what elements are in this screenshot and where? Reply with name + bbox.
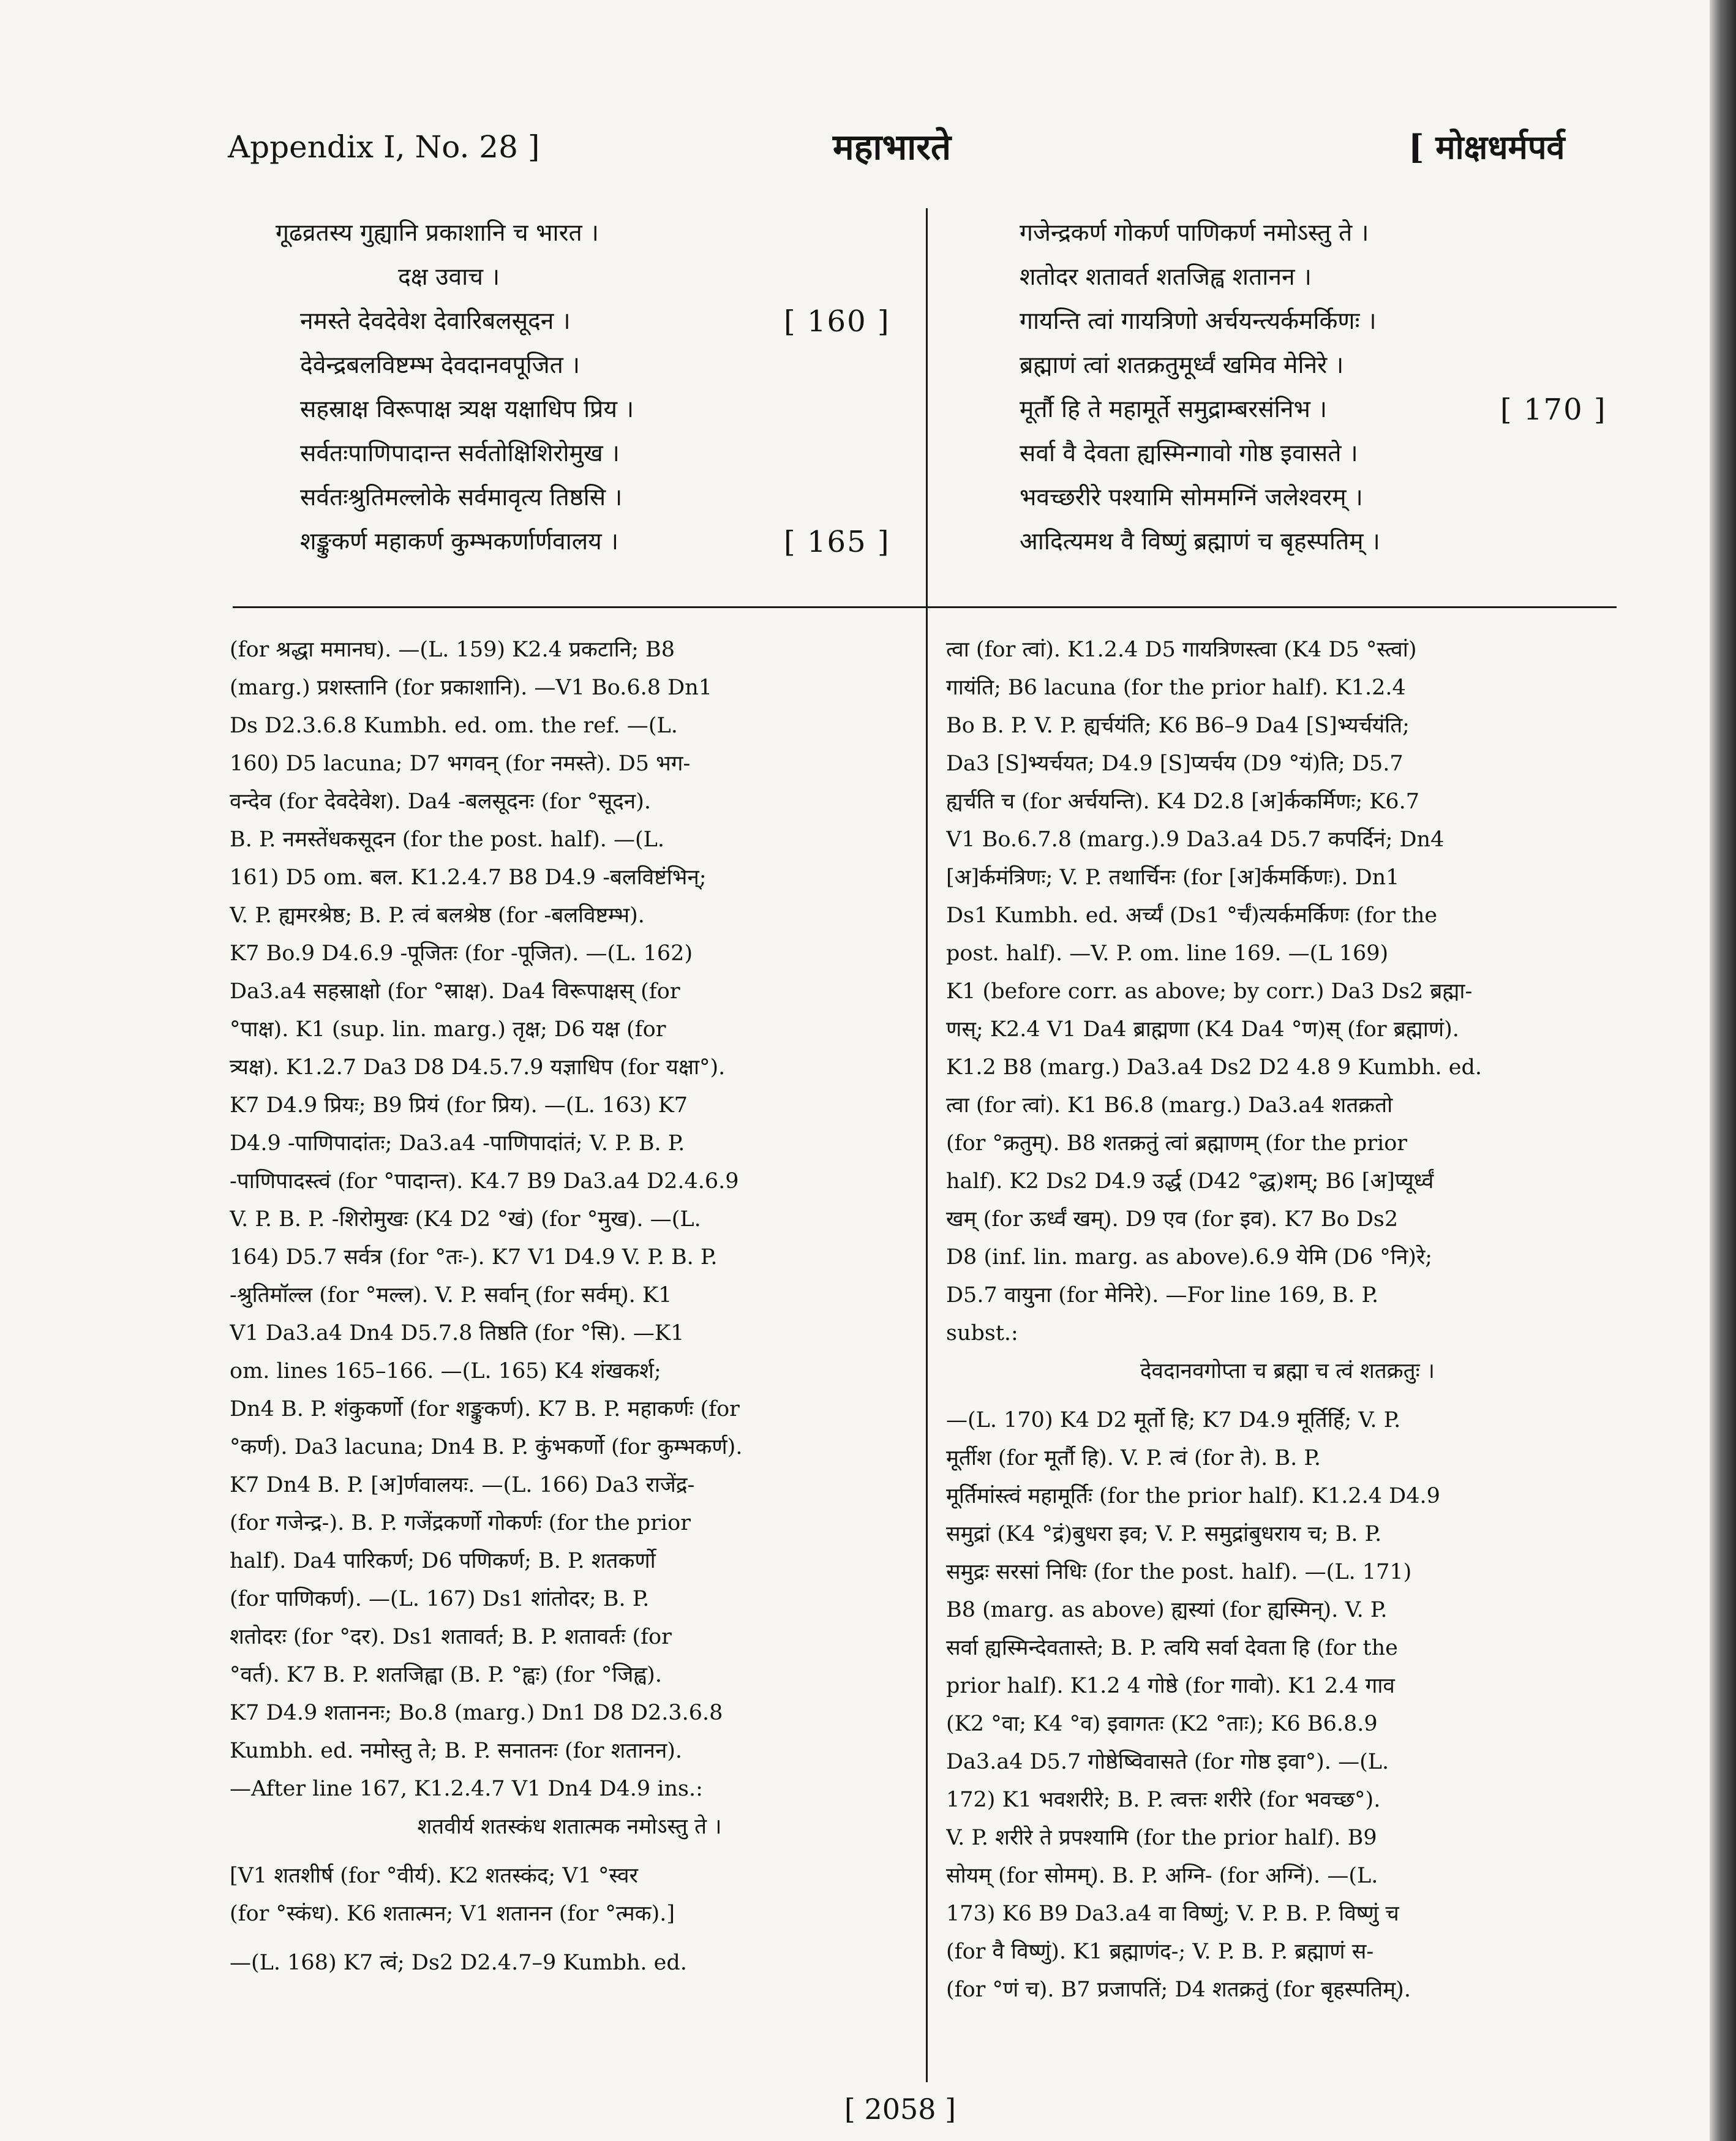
verse-line: [1020, 344, 1632, 388]
verse-text: दक्ष उवाच ।: [398, 263, 500, 291]
apparatus-line: Ds1 Kumbh. ed. अर्च्यं (Ds1 °र्चं)त्यर्कमर्किणः (for the: [946, 903, 1438, 928]
apparatus-line: सोयम् (for सोमम्). B. P. अग्नि- (for अग्निं). —(L.: [946, 1864, 1378, 1888]
verse-line: [239, 299, 906, 344]
verse-line: [239, 211, 906, 255]
apparatus-line: °कर्ण). Da3 lacuna; Dn4 B. P. कुंभकर्णो (for कुम्भकर्ण).: [230, 1435, 743, 1459]
verse-text: आदित्यमथ वै विष्णुं ब्रह्माणं च बृहस्पतिम् ।: [1020, 528, 1380, 555]
verse-text: शतोदर शतावर्त शतजिह्व शतानन ।: [1020, 263, 1312, 291]
apparatus-line: -श्रुतिमॉल्ल (for °मल्ल). V. P. सर्वान् (for सर्वम्). K1: [230, 1283, 672, 1308]
verse-text: ब्रह्माणं त्वां शतक्रतुमूर्ध्वं खमिव मेनिरे ।: [1020, 352, 1344, 379]
apparatus-line: Da3.a4 सहस्राक्षो (for °स्राक्ष). Da4 विरूपाक्षस् (for: [230, 979, 680, 1004]
verse-text: गायन्ति त्वां गायत्रिणो अर्चयन्त्यर्कमर्किणः ।: [1020, 307, 1377, 335]
apparatus-line: B. P. नमस्तेंधकसूदन (for the post. half). —(L.: [230, 827, 665, 852]
verse-line: [239, 388, 906, 432]
apparatus-line: D4.9 -पाणिपादांतः; Da3.a4 -पाणिपादांतं; V. P. B. P.: [230, 1131, 685, 1156]
verse-line: [1020, 211, 1632, 255]
verse-line: [239, 476, 906, 520]
verse-text: शङ्कुकर्ण महाकर्ण कुम्भकर्णार्णवालय ।: [300, 528, 618, 555]
apparatus-line: post. half). —V. P. om. line 169. —(L 169): [946, 941, 1389, 966]
apparatus-line: subst.:: [946, 1321, 1018, 1345]
apparatus-line: (for °णं च). B7 प्रजापतिं; D4 शतक्रतुं (for बृहस्पतिम्).: [946, 1977, 1411, 2002]
apparatus-line: 172) K1 भवशरीरे; B. P. त्वत्तः शरीरे (for भवच्छ°).: [946, 1788, 1381, 1812]
apparatus-line: ह्यर्चति च (for अर्चयन्ति). K4 D2.8 [अ]र्ककर्मिणः; K6.7: [946, 789, 1420, 814]
apparatus-line: Da3.a4 D5.7 गोष्ठेष्विवासते (for गोष्ठ इवा°). —(L.: [946, 1750, 1389, 1774]
apparatus-right-column: [946, 631, 1629, 2009]
apparatus-line: (marg.) प्रशस्तानि (for प्रकाशानि). —V1 Bo.6.8 Dn1: [230, 675, 713, 700]
verse-number: [ 170 ]: [1500, 393, 1607, 427]
apparatus-line: [V1 शतशीर्ष (for °वीर्य). K2 शतस्कंद; V1 °स्वर: [230, 1864, 638, 1888]
apparatus-line: °वर्त). K7 B. P. शतजिह्वा (B. P. °ह्वः) (for °जिह्व).: [230, 1663, 662, 1687]
apparatus-line: वन्देव (for देवदेवेश). Da4 -बलसूदनः (for °सूदन).: [230, 789, 651, 814]
apparatus-line: त्र्यक्ष). K1.2.7 Da3 D8 D4.5.7.9 यज्ञाधिप (for यक्षा°).: [230, 1055, 726, 1080]
apparatus-line: (for श्रद्धा ममानघ). —(L. 159) K2.4 प्रकटानि; B8: [230, 638, 675, 662]
apparatus-line: Ds D2.3.6.8 Kumbh. ed. om. the ref. —(L.: [230, 713, 678, 738]
verse-text: सर्वा वै देवता ह्यस्मिन्गावो गोष्ठ इवासते ।: [1020, 440, 1358, 467]
apparatus-line: समुद्रः सरसां निधिः (for the post. half). —(L. 171): [946, 1560, 1412, 1584]
apparatus-line: Dn4 B. P. शंकुकर्णो (for शङ्कुकर्ण). K7 B. P. महाकर्णः (for: [230, 1397, 740, 1421]
apparatus-line: -पाणिपादस्त्वं (for °पादान्त). K4.7 B9 Da3.a4 D2.4.6.9: [230, 1169, 739, 1194]
apparatus-line: om. lines 165–166. —(L. 165) K4 शंखकर्श;: [230, 1359, 661, 1383]
verse-line: [1020, 432, 1632, 476]
apparatus-line: D8 (inf. lin. marg. as above).6.9 येमि (D6 °नि)रे;: [946, 1245, 1433, 1270]
apparatus-line: D5.7 वायुना (for मेनिरे). —For line 169, B. P.: [946, 1283, 1379, 1308]
apparatus-line: (for °स्कंध). K6 शतात्मन; V1 शतानन (for °त्मक).]: [230, 1902, 675, 1926]
apparatus-line: K7 D4.9 प्रियः; B9 प्रियं (for प्रिय). —(L. 163) K7: [230, 1093, 688, 1118]
verse-text: सहस्राक्ष विरूपाक्ष त्र्यक्ष यक्षाधिप प्रिय ।: [300, 396, 634, 423]
page-number: [ 2058 ]: [844, 2093, 956, 2126]
book-spine-edge: [1710, 0, 1736, 2141]
verses-left-column: [239, 211, 906, 564]
running-header-left: Appendix I, No. 28 ]: [228, 129, 540, 165]
apparatus-line: K1 (before corr. as above; by corr.) Da3 Ds2 ब्रह्मा-: [946, 979, 1473, 1004]
running-header-title: महाभारते: [833, 126, 952, 168]
apparatus-line: K7 Bo.9 D4.6.9 -पूजितः (for -पूजित). —(L. 162): [230, 941, 693, 966]
verse-line: [1020, 299, 1632, 344]
verse-line: [239, 255, 906, 299]
apparatus-line: V. P. शरीरे ते प्रपश्यामि (for the prior half). B9: [946, 1826, 1377, 1850]
verse-line: [239, 344, 906, 388]
apparatus-line: K1.2 B8 (marg.) Da3.a4 Ds2 D2 4.8 9 Kumbh. ed.: [946, 1055, 1482, 1080]
apparatus-line: K7 Dn4 B. P. [अ]र्णवालयः. —(L. 166) Da3 राजेंद्र-: [230, 1473, 695, 1497]
apparatus-line: मूर्तीश (for मूर्तौ हि). V. P. त्वं (for ते). B. P.: [946, 1446, 1321, 1470]
apparatus-line: —(L. 170) K4 D2 मूर्तो हि; K7 D4.9 मूर्तिर्हि; V. P.: [946, 1408, 1401, 1432]
apparatus-line: शतोदरः (for °दर). Ds1 शतावर्त; B. P. शतावर्तः (for: [230, 1625, 672, 1649]
apparatus-line: Da3 [S]भ्यर्चयत; D4.9 [S]प्यर्चय (D9 °यं)ति; D5.7: [946, 751, 1403, 776]
apparatus-line: सर्वा ह्यस्मिन्देवतास्ते; B. P. त्वयि सर्वा देवता हि (for the: [946, 1636, 1398, 1660]
verse-number: [ 165 ]: [784, 525, 890, 559]
apparatus-line: Bo B. P. V. P. ह्यर्चयंति; K6 B6–9 Da4 [S]भ्यर्चयंति;: [946, 713, 1410, 738]
apparatus-left-column: [230, 631, 909, 1982]
apparatus-line: V1 Bo.6.7.8 (marg.).9 Da3.a4 D5.7 कपर्दिनं; Dn4: [946, 827, 1445, 852]
verse-text: मूर्तौ हि ते महामूर्ते समुद्राम्बरसंनिभ ।: [1020, 396, 1328, 423]
apparatus-line: समुद्रां (K4 °द्रं)बुधरा इव; V. P. समुद्रांबुधराय च; B. P.: [946, 1522, 1382, 1546]
apparatus-line: 164) D5.7 सर्वत्र (for °तः-). K7 V1 D4.9 V. P. B. P.: [230, 1245, 718, 1270]
apparatus-line: (K2 °वा; K4 °व) इवागतः (K2 °ताः); K6 B6.8.9: [946, 1712, 1378, 1736]
apparatus-line: V1 Da3.a4 Dn4 D5.7.8 तिष्ठति (for °सि). —K1: [230, 1321, 685, 1345]
verses-right-column: [1020, 211, 1632, 564]
quoted-verse-line: शतवीर्य शतस्कंध शतात्मक नमोऽस्तु ते ।: [417, 1815, 722, 1839]
apparatus-line: —(L. 168) K7 त्वं; Ds2 D2.4.7–9 Kumbh. ed.: [230, 1951, 687, 1975]
apparatus-line: त्वा (for त्वां). K1.2.4 D5 गायत्रिणस्त्वा (K4 D5 °स्त्वां): [946, 638, 1417, 662]
apparatus-line: half). K2 Ds2 D4.9 उर्द्ध (D42 °द्ध)शम्; B6 [अ]प्यूर्ध्वं: [946, 1169, 1434, 1194]
apparatus-line: (for °क्रतुम्). B8 शतक्रतुं त्वां ब्रह्माणम् (for the prior: [946, 1131, 1408, 1156]
column-divider: [926, 208, 928, 2082]
quoted-verse-line: देवदानवगोप्ता च ब्रह्मा च त्वं शतक्रतुः ।: [1140, 1359, 1435, 1383]
apparatus-line: 160) D5 lacuna; D7 भगवन् (for नमस्ते). D5 भग-: [230, 751, 691, 776]
apparatus-line: Kumbh. ed. नमोस्तु ते; B. P. सनातनः (for शतानन).: [230, 1739, 683, 1763]
apparatus-line: 173) K6 B9 Da3.a4 वा विष्णुं; V. P. B. P. विष्णुं च: [946, 1902, 1399, 1926]
verse-line: [1020, 388, 1632, 432]
apparatus-line: खम् (for ऊर्ध्वं खम्). D9 एव (for इव). K7 Bo Ds2: [946, 1207, 1399, 1232]
verse-text: सर्वतःपाणिपादान्त सर्वतोक्षिशिरोमुख ।: [300, 440, 620, 467]
apparatus-line: णस्; K2.4 V1 Da4 ब्राह्मणा (K4 Da4 °ण)स् (for ब्रह्माणं).: [946, 1017, 1459, 1042]
verse-number: [ 160 ]: [784, 304, 890, 339]
verse-text: देवेन्द्रबलविष्टम्भ देवदानवपूजित ।: [300, 352, 581, 379]
verse-line: [1020, 476, 1632, 520]
apparatus-line: गायंति; B6 lacuna (for the prior half). K1.2.4: [946, 675, 1406, 700]
running-header-right: [ मोक्षधर्मपर्व: [1408, 127, 1565, 167]
verse-text: गजेन्द्रकर्ण गोकर्ण पाणिकर्ण नमोऽस्तु ते ।: [1020, 219, 1369, 247]
verse-line: [239, 432, 906, 476]
apparatus-line: [अ]र्कमंत्रिणः; V. P. तथार्चिनः (for [अ]र्कमर्किणः). Dn1: [946, 865, 1400, 890]
verse-text: गूढव्रतस्य गुह्यानि प्रकाशानि च भारत ।: [276, 219, 599, 247]
apparatus-line: 161) D5 om. बल. K1.2.4.7 B8 D4.9 -बलविष्टंभिन्;: [230, 865, 707, 890]
apparatus-line: (for गजेन्द्र-). B. P. गजेंद्रकर्णो गोकर्णः (for the prior: [230, 1511, 691, 1535]
apparatus-rule: [233, 606, 1617, 608]
apparatus-line: त्वा (for त्वां). K1 B6.8 (marg.) Da3.a4 शतक्रतो: [946, 1093, 1393, 1118]
apparatus-line: K7 D4.9 शताननः; Bo.8 (marg.) Dn1 D8 D2.3.6.8: [230, 1701, 723, 1725]
apparatus-line: V. P. ह्यमरश्रेष्ठ; B. P. त्वं बलश्रेष्ठ (for -बलविष्टम्भ).: [230, 903, 645, 928]
apparatus-line: B8 (marg. as above) ह्यस्यां (for ह्यस्मिन्). V. P.: [946, 1598, 1388, 1622]
verse-line: [239, 520, 906, 564]
apparatus-line: prior half). K1.2 4 गोष्ठे (for गावो). K1 2.4 गाव: [946, 1674, 1395, 1698]
apparatus-line: —After line 167, K1.2.4.7 V1 Dn4 D4.9 ins.:: [230, 1777, 703, 1801]
verse-line: [1020, 520, 1632, 564]
verse-text: सर्वतःश्रुतिमल्लोके सर्वमावृत्य तिष्ठसि ।: [300, 484, 623, 511]
verse-text: भवच्छरीरे पश्यामि सोममग्निं जलेश्वरम् ।: [1020, 484, 1363, 511]
apparatus-line: मूर्तिमांस्त्वं महामूर्तिः (for the prior half). K1.2.4 D4.9: [946, 1484, 1440, 1508]
apparatus-line: (for वै विष्णुं). K1 ब्रह्माणंद-; V. P. B. P. ब्रह्माणं स-: [946, 1940, 1374, 1964]
apparatus-line: °पाक्ष). K1 (sup. lin. marg.) तृक्ष; D6 यक्ष (for: [230, 1017, 666, 1042]
apparatus-line: (for पाणिकर्ण). —(L. 167) Ds1 शांतोदर; B. P.: [230, 1587, 650, 1611]
apparatus-line: half). Da4 पारिकर्ण; D6 पणिकर्ण; B. P. शतकर्णो: [230, 1549, 656, 1573]
verse-text: नमस्ते देवदेवेश देवारिबलसूदन ।: [300, 307, 571, 335]
verse-line: [1020, 255, 1632, 299]
apparatus-line: V. P. B. P. -शिरोमुखः (K4 D2 °खं) (for °मुख). —(L.: [230, 1207, 701, 1232]
